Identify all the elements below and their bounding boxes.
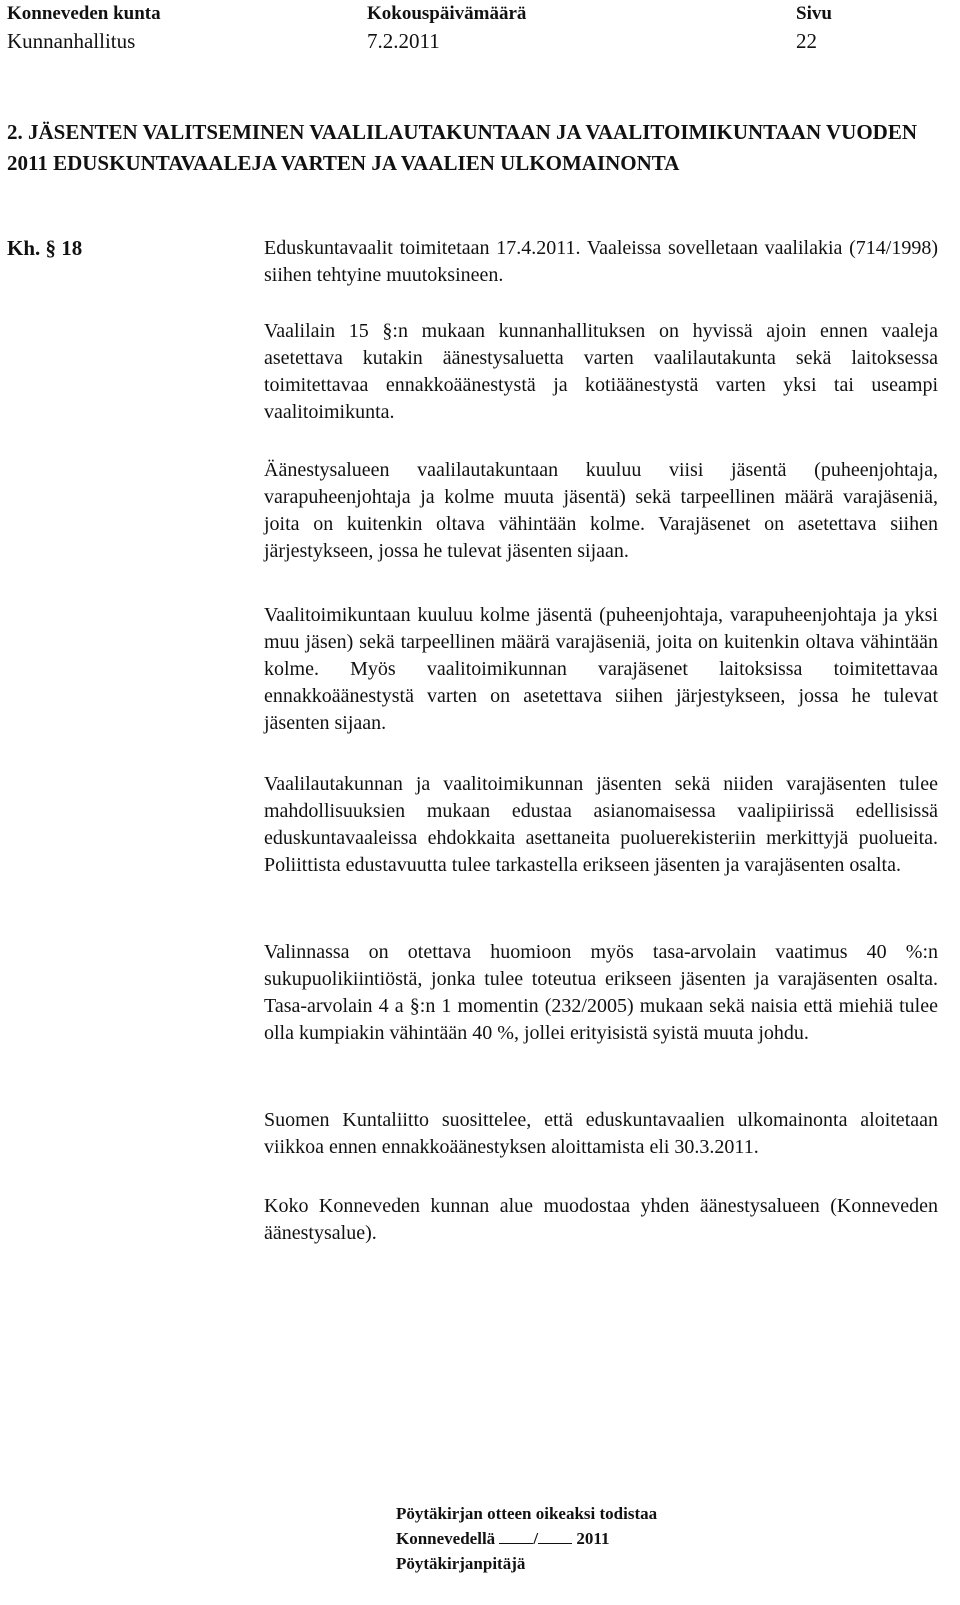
- body-paragraph: Vaalilautakunnan ja vaalitoimikunnan jäsenten sekä niiden varajäsenten tulee mahdollisuuksien mukaan edustaa asianomaisessa vaalipiirissä edellisissä eduskuntavaaleissa ehdokkaita asettaneita puoluerekisteriin merkittyjä puolueita. Poliittista edustavuutta tulee tarkastella erikseen jäsenten ja varajäsenten osalta.: [264, 773, 938, 876]
- body-paragraph: Eduskuntavaalit toimitetaan 17.4.2011. Vaaleissa sovelletaan vaalilakia (714/1998) siihen tehtyine muutoksineen.: [264, 237, 938, 286]
- body-paragraph: Valinnassa on otettava huomioon myös tasa-arvolain vaatimus 40 %:n sukupuolikiintiöstä, jonka tulee toteutua erikseen jäsenten ja varajäsenten osalta. Tasa-arvolain 4 a §:n 1 momentin (232/2005) mukaan sekä naisia että miehiä tulee olla kumpiakin vähintään 40 %, jollei erityisistä syistä muuta johdu.: [264, 941, 938, 1044]
- page-number: 22: [796, 29, 817, 53]
- day-blank: [499, 1529, 533, 1544]
- body-paragraph: Vaalitoimikuntaan kuuluu kolme jäsentä (puheenjohtaja, varapuheenjohtaja ja yksi muu jäsen) sekä tarpeellinen määrä varajäseniä, joita on kuitenkin oltava vähintään kolme. Myös vaalitoimikunnan varajäsenet laitoksissa toimitettavaa ennakkoäänestystä varten on asetettava siihen järjestykseen, jossa he tulevat jäsenten sijaan.: [264, 604, 938, 734]
- place: Konnevedellä: [396, 1529, 496, 1548]
- month-blank: [538, 1529, 572, 1544]
- date-separator: /: [533, 1529, 539, 1548]
- signatory-title: Pöytäkirjanpitäjä: [396, 1554, 526, 1573]
- org-name: Konneveden kunta: [7, 3, 161, 24]
- meeting-date: 7.2.2011: [367, 29, 440, 53]
- meeting-date-label: Kokouspäivämäärä: [367, 3, 527, 24]
- body-paragraph: Suomen Kuntaliitto suosittelee, että eduskuntavaalien ulkomainonta aloitetaan viikkoa ennen ennakkoäänestyksen aloittamista eli 30.3.2011.: [264, 1109, 938, 1158]
- place-date-line: [396, 1526, 657, 1551]
- section-title: 2. JÄSENTEN VALITSEMINEN VAALILAUTAKUNTAAN JA VAALITOIMIKUNTAAN VUODEN 2011 EDUSKUNTAVAALEJA VARTEN JA VAALIEN ULKOMAINONTA: [7, 120, 918, 175]
- section-reference: Kh. § 18: [7, 236, 83, 260]
- certification-line: Pöytäkirjan otteen oikeaksi todistaa: [396, 1504, 658, 1523]
- body-paragraph: Vaalilain 15 §:n mukaan kunnanhallituksen on hyvissä ajoin ennen vaaleja asetettava kutakin äänestysaluetta varten vaalilautakunta sekä laitoksessa toimitettavaa ennakkoäänestystä ja kotiäänestystä varten yksi tai useampi vaalitoimikunta.: [264, 320, 938, 423]
- certification-footer: [396, 1501, 657, 1576]
- body-paragraph: Äänestysalueen vaalilautakuntaan kuuluu viisi jäsentä (puheenjohtaja, varapuheenjohtaja ja kolme muuta jäsentä) sekä tarpeellinen määrä varajäseniä, joita on kuitenkin oltava vähintään kolme. Varajäsenet on asetettava siihen järjestykseen, jossa he tulevat jäsenten sijaan.: [264, 459, 938, 562]
- year: 2011: [576, 1529, 610, 1548]
- page-label: Sivu: [796, 3, 832, 24]
- body-paragraph: Koko Konneveden kunnan alue muodostaa yhden äänestysalueen (Konneveden äänestysalue).: [264, 1195, 938, 1244]
- body-name: Kunnanhallitus: [7, 29, 136, 53]
